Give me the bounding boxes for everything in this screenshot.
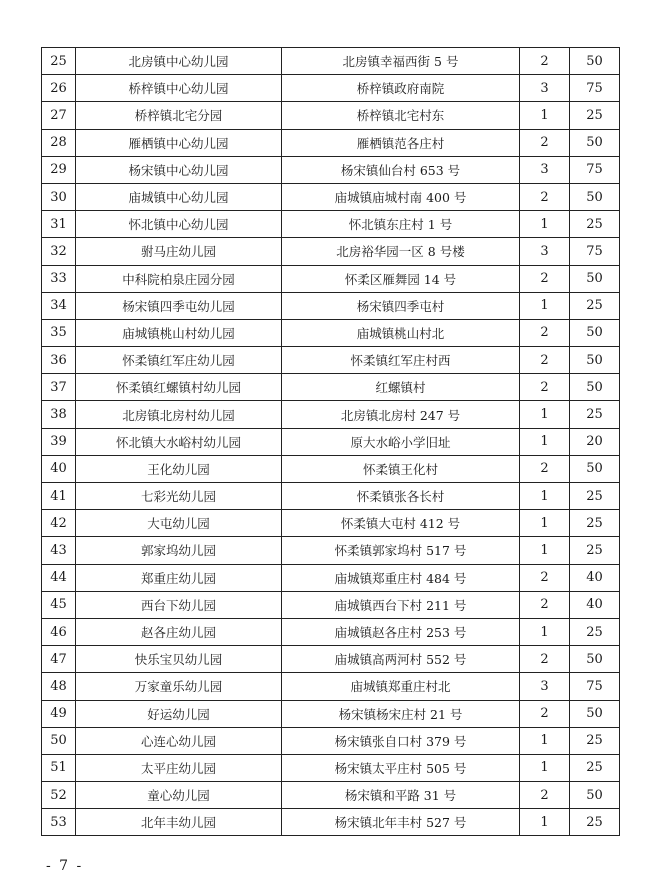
capacity-cell: 50: [570, 183, 620, 210]
row-number-cell: 43: [42, 537, 76, 564]
table-row: [42, 455, 620, 482]
capacity-cell: 50: [570, 455, 620, 482]
capacity-cell: 50: [570, 374, 620, 401]
address-cell: 杨宋镇北年丰村 527 号: [282, 809, 520, 836]
row-number-cell: 33: [42, 265, 76, 292]
class-count-cell: 2: [520, 564, 570, 591]
capacity-cell: 75: [570, 673, 620, 700]
page-number: - 7 -: [46, 858, 84, 874]
address-cell: 杨宋镇仙台村 653 号: [282, 156, 520, 183]
table-row: [42, 537, 620, 564]
table-row: [42, 292, 620, 319]
capacity-cell: 50: [570, 700, 620, 727]
row-number-cell: 35: [42, 319, 76, 346]
address-cell: 怀柔镇郭家坞村 517 号: [282, 537, 520, 564]
address-cell: 庙城镇高两河村 552 号: [282, 646, 520, 673]
row-number-cell: 30: [42, 183, 76, 210]
row-number-cell: 37: [42, 374, 76, 401]
row-number-cell: 45: [42, 591, 76, 618]
class-count-cell: 2: [520, 374, 570, 401]
class-count-cell: 2: [520, 129, 570, 156]
row-number-cell: 38: [42, 401, 76, 428]
table-row: [42, 510, 620, 537]
kindergarten-name-cell: 驸马庄幼儿园: [76, 238, 282, 265]
address-cell: 庙城镇庙城村南 400 号: [282, 183, 520, 210]
capacity-cell: 25: [570, 618, 620, 645]
capacity-cell: 40: [570, 591, 620, 618]
class-count-cell: 2: [520, 183, 570, 210]
table-row: [42, 211, 620, 238]
row-number-cell: 47: [42, 646, 76, 673]
class-count-cell: 2: [520, 48, 570, 75]
kindergarten-name-cell: 赵各庄幼儿园: [76, 618, 282, 645]
capacity-cell: 50: [570, 646, 620, 673]
kindergarten-name-cell: 童心幼儿园: [76, 782, 282, 809]
row-number-cell: 44: [42, 564, 76, 591]
address-cell: 桥梓镇政府南院: [282, 75, 520, 102]
capacity-cell: 50: [570, 48, 620, 75]
kindergarten-name-cell: 怀柔镇红螺镇村幼儿园: [76, 374, 282, 401]
address-cell: 怀柔区雁舞园 14 号: [282, 265, 520, 292]
row-number-cell: 32: [42, 238, 76, 265]
class-count-cell: 1: [520, 483, 570, 510]
row-number-cell: 48: [42, 673, 76, 700]
capacity-cell: 75: [570, 156, 620, 183]
row-number-cell: 51: [42, 754, 76, 781]
capacity-cell: 25: [570, 537, 620, 564]
row-number-cell: 41: [42, 483, 76, 510]
row-number-cell: 29: [42, 156, 76, 183]
table-row: [42, 782, 620, 809]
capacity-cell: 25: [570, 292, 620, 319]
class-count-cell: 1: [520, 211, 570, 238]
kindergarten-name-cell: 北房镇北房村幼儿园: [76, 401, 282, 428]
kindergarten-name-cell: 西台下幼儿园: [76, 591, 282, 618]
kindergarten-name-cell: 快乐宝贝幼儿园: [76, 646, 282, 673]
address-cell: 杨宋镇和平路 31 号: [282, 782, 520, 809]
table-row: [42, 618, 620, 645]
kindergarten-name-cell: 王化幼儿园: [76, 455, 282, 482]
class-count-cell: 1: [520, 401, 570, 428]
kindergarten-name-cell: 雁栖镇中心幼儿园: [76, 129, 282, 156]
class-count-cell: 1: [520, 537, 570, 564]
kindergarten-name-cell: 好运幼儿园: [76, 700, 282, 727]
address-cell: 原大水峪小学旧址: [282, 428, 520, 455]
kindergarten-name-cell: 大屯幼儿园: [76, 510, 282, 537]
address-cell: 杨宋镇杨宋庄村 21 号: [282, 700, 520, 727]
table-row: [42, 183, 620, 210]
row-number-cell: 52: [42, 782, 76, 809]
kindergarten-table: [41, 47, 620, 836]
address-cell: 杨宋镇太平庄村 505 号: [282, 754, 520, 781]
table-row: [42, 754, 620, 781]
class-count-cell: 2: [520, 646, 570, 673]
kindergarten-name-cell: 杨宋镇四季屯幼儿园: [76, 292, 282, 319]
row-number-cell: 25: [42, 48, 76, 75]
row-number-cell: 26: [42, 75, 76, 102]
row-number-cell: 40: [42, 455, 76, 482]
class-count-cell: 3: [520, 673, 570, 700]
kindergarten-name-cell: 桥梓镇中心幼儿园: [76, 75, 282, 102]
class-count-cell: 2: [520, 782, 570, 809]
capacity-cell: 75: [570, 238, 620, 265]
kindergarten-table-body: [42, 48, 620, 836]
row-number-cell: 34: [42, 292, 76, 319]
capacity-cell: 25: [570, 401, 620, 428]
table-row: [42, 102, 620, 129]
kindergarten-name-cell: 中科院柏泉庄园分园: [76, 265, 282, 292]
row-number-cell: 46: [42, 618, 76, 645]
address-cell: 桥梓镇北宅村东: [282, 102, 520, 129]
kindergarten-name-cell: 怀柔镇红军庄幼儿园: [76, 347, 282, 374]
row-number-cell: 28: [42, 129, 76, 156]
capacity-cell: 25: [570, 510, 620, 537]
table-row: [42, 564, 620, 591]
address-cell: 怀柔镇王化村: [282, 455, 520, 482]
class-count-cell: 1: [520, 510, 570, 537]
kindergarten-name-cell: 庙城镇桃山村幼儿园: [76, 319, 282, 346]
capacity-cell: 50: [570, 265, 620, 292]
capacity-cell: 25: [570, 102, 620, 129]
table-row: [42, 238, 620, 265]
kindergarten-name-cell: 北房镇中心幼儿园: [76, 48, 282, 75]
kindergarten-name-cell: 怀北镇中心幼儿园: [76, 211, 282, 238]
capacity-cell: 25: [570, 754, 620, 781]
row-number-cell: 49: [42, 700, 76, 727]
table-row: [42, 374, 620, 401]
table-row: [42, 401, 620, 428]
capacity-cell: 25: [570, 211, 620, 238]
address-cell: 庙城镇郑重庄村 484 号: [282, 564, 520, 591]
address-cell: 庙城镇桃山村北: [282, 319, 520, 346]
class-count-cell: 3: [520, 238, 570, 265]
kindergarten-name-cell: 怀北镇大水峪村幼儿园: [76, 428, 282, 455]
address-cell: 杨宋镇四季屯村: [282, 292, 520, 319]
row-number-cell: 31: [42, 211, 76, 238]
table-row: [42, 727, 620, 754]
capacity-cell: 25: [570, 727, 620, 754]
table-row: [42, 265, 620, 292]
table-row: [42, 428, 620, 455]
class-count-cell: 1: [520, 618, 570, 645]
kindergarten-name-cell: 郭家坞幼儿园: [76, 537, 282, 564]
capacity-cell: 50: [570, 782, 620, 809]
table-row: [42, 646, 620, 673]
class-count-cell: 1: [520, 727, 570, 754]
row-number-cell: 42: [42, 510, 76, 537]
row-number-cell: 27: [42, 102, 76, 129]
table-row: [42, 700, 620, 727]
class-count-cell: 2: [520, 591, 570, 618]
kindergarten-name-cell: 万家童乐幼儿园: [76, 673, 282, 700]
row-number-cell: 53: [42, 809, 76, 836]
capacity-cell: 25: [570, 809, 620, 836]
capacity-cell: 50: [570, 347, 620, 374]
kindergarten-name-cell: 桥梓镇北宅分园: [76, 102, 282, 129]
kindergarten-name-cell: 太平庄幼儿园: [76, 754, 282, 781]
address-cell: 北房裕华园一区 8 号楼: [282, 238, 520, 265]
table-row: [42, 48, 620, 75]
table-row: [42, 129, 620, 156]
class-count-cell: 3: [520, 156, 570, 183]
class-count-cell: 2: [520, 347, 570, 374]
kindergarten-name-cell: 心连心幼儿园: [76, 727, 282, 754]
address-cell: 杨宋镇张自口村 379 号: [282, 727, 520, 754]
address-cell: 北房镇北房村 247 号: [282, 401, 520, 428]
capacity-cell: 40: [570, 564, 620, 591]
kindergarten-name-cell: 庙城镇中心幼儿园: [76, 183, 282, 210]
class-count-cell: 2: [520, 265, 570, 292]
class-count-cell: 1: [520, 809, 570, 836]
table-row: [42, 483, 620, 510]
table-row: [42, 591, 620, 618]
address-cell: 庙城镇西台下村 211 号: [282, 591, 520, 618]
address-cell: 怀柔镇张各长村: [282, 483, 520, 510]
address-cell: 怀柔镇大屯村 412 号: [282, 510, 520, 537]
capacity-cell: 25: [570, 483, 620, 510]
capacity-cell: 75: [570, 75, 620, 102]
address-cell: 庙城镇郑重庄村北: [282, 673, 520, 700]
class-count-cell: 1: [520, 754, 570, 781]
table-row: [42, 75, 620, 102]
table-row: [42, 347, 620, 374]
row-number-cell: 50: [42, 727, 76, 754]
table-row: [42, 156, 620, 183]
address-cell: 雁栖镇范各庄村: [282, 129, 520, 156]
address-cell: 北房镇幸福西街 5 号: [282, 48, 520, 75]
address-cell: 红螺镇村: [282, 374, 520, 401]
kindergarten-name-cell: 北年丰幼儿园: [76, 809, 282, 836]
row-number-cell: 39: [42, 428, 76, 455]
capacity-cell: 20: [570, 428, 620, 455]
capacity-cell: 50: [570, 129, 620, 156]
class-count-cell: 2: [520, 319, 570, 346]
kindergarten-name-cell: 七彩光幼儿园: [76, 483, 282, 510]
class-count-cell: 1: [520, 292, 570, 319]
address-cell: 怀北镇东庄村 1 号: [282, 211, 520, 238]
table-row: [42, 673, 620, 700]
class-count-cell: 2: [520, 700, 570, 727]
kindergarten-name-cell: 郑重庄幼儿园: [76, 564, 282, 591]
address-cell: 怀柔镇红军庄村西: [282, 347, 520, 374]
class-count-cell: 1: [520, 428, 570, 455]
class-count-cell: 2: [520, 455, 570, 482]
class-count-cell: 1: [520, 102, 570, 129]
capacity-cell: 50: [570, 319, 620, 346]
kindergarten-name-cell: 杨宋镇中心幼儿园: [76, 156, 282, 183]
row-number-cell: 36: [42, 347, 76, 374]
class-count-cell: 3: [520, 75, 570, 102]
table-row: [42, 319, 620, 346]
address-cell: 庙城镇赵各庄村 253 号: [282, 618, 520, 645]
table-row: [42, 809, 620, 836]
